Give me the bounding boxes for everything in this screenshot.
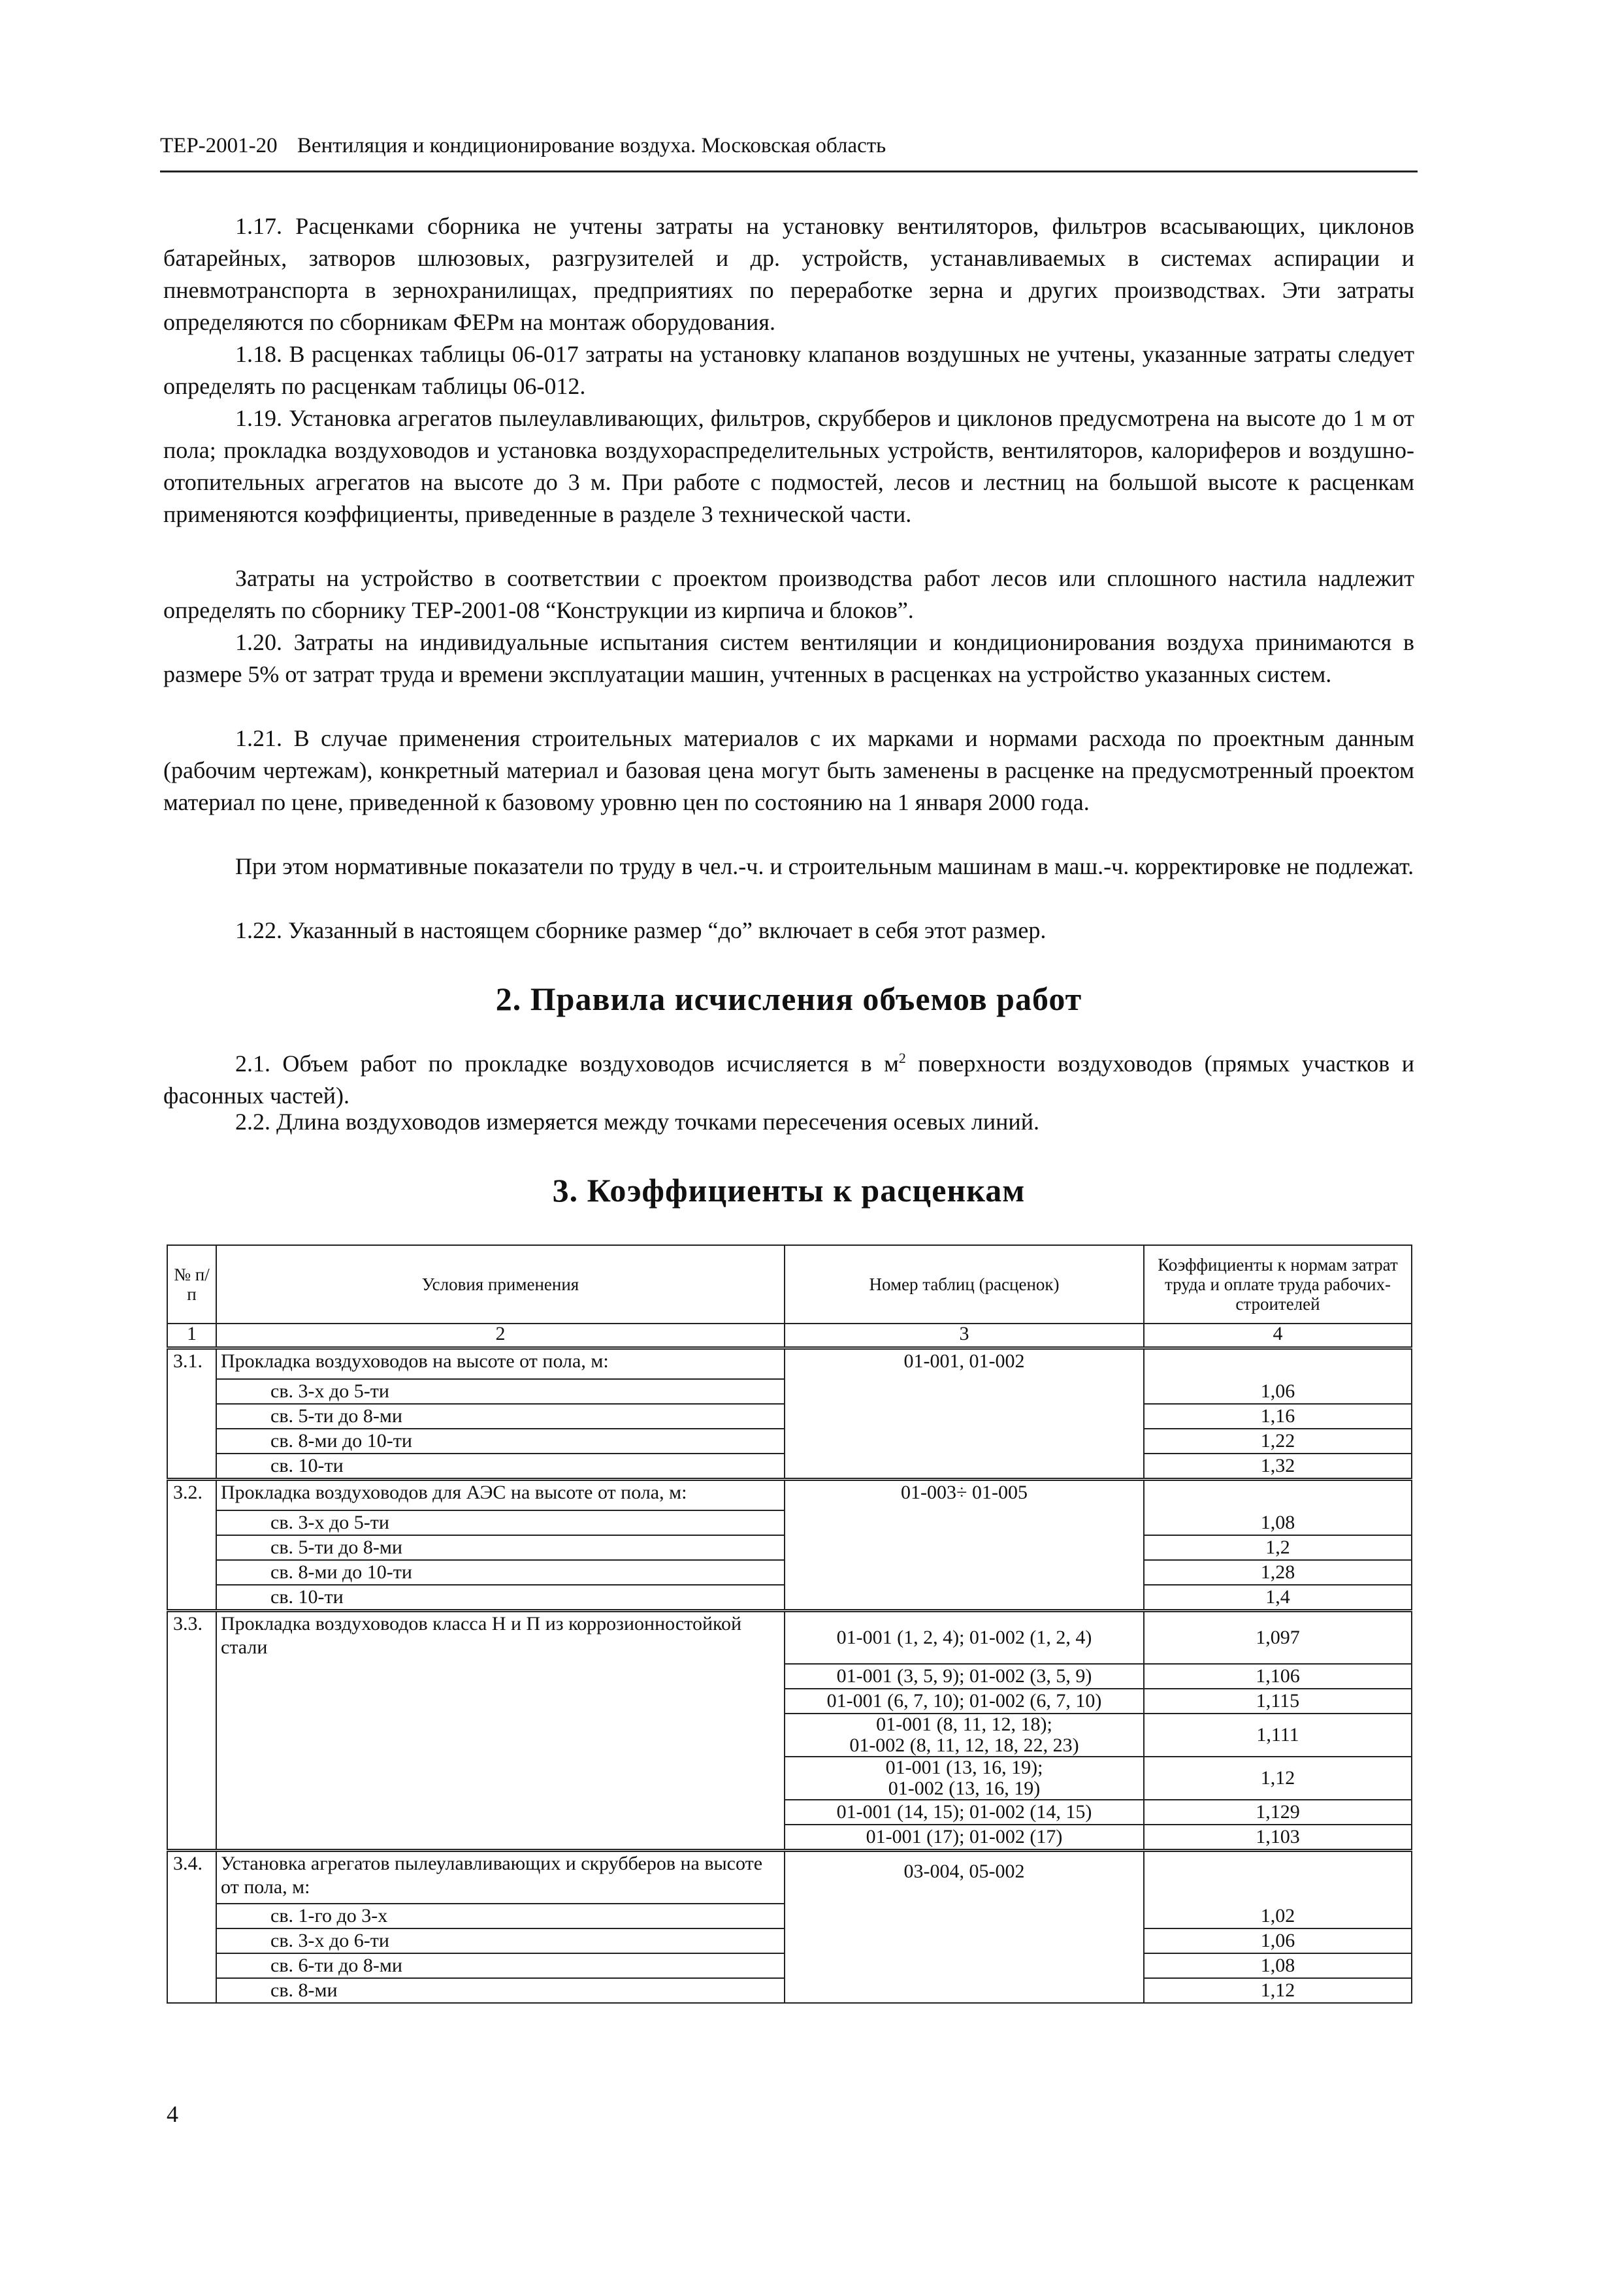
paragraph-2-1-text: 2.1. Объем работ по прокладке воздуховодов исчисляется в м xyxy=(235,1050,899,1077)
coefficient-value: 1,06 xyxy=(1144,1928,1412,1953)
sub-condition: св. 3-х до 5-ти xyxy=(216,1510,785,1535)
coefficient-value: 1,12 xyxy=(1144,1757,1412,1800)
row-coefficient-empty xyxy=(1144,1851,1412,1904)
table-row xyxy=(167,1611,1412,1665)
document-code: ТЕР-2001-20 xyxy=(160,134,278,157)
paragraph-1-22: 1.22. Указанный в настоящем сборнике размер “до” включает в себя этот размер. xyxy=(235,917,1047,943)
coefficient-value: 1,06 xyxy=(1144,1379,1412,1404)
coefficient-value: 1,32 xyxy=(1144,1454,1412,1480)
sub-condition: св. 1-го до 3-х xyxy=(216,1904,785,1928)
paragraph-1-21-note: При этом нормативные показатели по труду в чел.-ч. и строительным машинам в маш.-ч. корректировке не подлежат. xyxy=(235,853,1414,879)
coefficient-value: 1,115 xyxy=(1144,1689,1412,1714)
coefficient-value: 1,4 xyxy=(1144,1585,1412,1611)
paragraph-1-18: 1.18. В расценках таблицы 06-017 затраты на установку клапанов воздушных не учтены, указанные затраты следует определять по расценкам таблицы 06-012. xyxy=(163,341,1414,399)
sub-condition: св. 10-ти xyxy=(216,1454,785,1480)
row-table-numbers: 01-001, 01-002 xyxy=(785,1348,1144,1480)
paragraph-1-17: 1.17. Расценками сборника не учтены затраты на установку вентиляторов, фильтров всасывающих, циклонов батарейных, затворов шлюзовых, разгрузителей и др. устройств, устанавливаемых в системах аспирации и пневмотранспорта в зернохранилищах, предприятиях по переработке зерна и других производствах. Эти затраты определяются по сборникам ФЕРм на монтаж оборудования. xyxy=(163,213,1414,335)
sub-condition: св. 8-ми до 10-ти xyxy=(216,1560,785,1585)
coefficient-value: 1,2 xyxy=(1144,1535,1412,1560)
row-table-numbers: 01-001 (17); 01-002 (17) xyxy=(785,1825,1144,1851)
row-condition: Прокладка воздуховодов для АЭС на высоте от пола, м: xyxy=(216,1480,785,1511)
coefficient-value: 1,106 xyxy=(1144,1664,1412,1689)
row-table-numbers: 01-001 (3, 5, 9); 01-002 (3, 5, 9) xyxy=(785,1664,1144,1689)
paragraph-2-1-text-end: поверхности воздуховодов (прямых участков и фасонных частей). xyxy=(163,1050,1415,1109)
column-number-row xyxy=(167,1324,1412,1348)
row-coefficient-empty xyxy=(1144,1480,1412,1511)
sub-condition: св. 3-х до 5-ти xyxy=(216,1379,785,1404)
row-condition: Установка агрегатов пылеулавливающих и скрубберов на высоте от пола, м: xyxy=(216,1851,785,1904)
coefficient-value: 1,02 xyxy=(1144,1904,1412,1928)
sub-condition: св. 8-ми xyxy=(216,1978,785,2003)
coefficient-value: 1,08 xyxy=(1144,1953,1412,1978)
row-table-numbers xyxy=(785,1757,1144,1800)
table-header-row xyxy=(167,1245,1412,1324)
coefficient-value: 1,12 xyxy=(1144,1978,1412,2003)
row-number: 3.4. xyxy=(167,1851,216,2004)
row-condition: Прокладка воздуховодов класса Н и П из коррозионностойкой стали xyxy=(216,1611,785,1851)
coefficient-value: 1,129 xyxy=(1144,1800,1412,1825)
sub-condition: св. 10-ти xyxy=(216,1585,785,1611)
header-conditions: Условия применения xyxy=(216,1245,785,1324)
section-3-title: 3. Коэффициенты к расценкам xyxy=(552,1172,1026,1209)
squared-superscript: 2 xyxy=(898,1050,906,1066)
table-row xyxy=(167,1480,1412,1511)
paragraph-2-2: 2.2. Длина воздуховодов измеряется между точками пересечения осевых линий. xyxy=(235,1109,1039,1135)
row-table-numbers: 01-001 (6, 7, 10); 01-002 (6, 7, 10) xyxy=(785,1689,1144,1714)
column-number: 1 xyxy=(167,1324,216,1348)
table-numbers-line: 01-002 (13, 16, 19) xyxy=(888,1778,1041,1799)
coefficient-value: 1,22 xyxy=(1144,1429,1412,1454)
running-header xyxy=(160,134,1418,172)
table-row xyxy=(167,1348,1412,1380)
header-table-numbers: Номер таблиц (расценок) xyxy=(785,1245,1144,1324)
coefficient-value: 1,08 xyxy=(1144,1510,1412,1535)
column-number: 2 xyxy=(216,1324,785,1348)
coefficient-value: 1,097 xyxy=(1144,1611,1412,1665)
sub-condition: св. 8-ми до 10-ти xyxy=(216,1429,785,1454)
paragraph-2-1 xyxy=(163,1042,1414,1112)
coefficient-value: 1,16 xyxy=(1144,1404,1412,1429)
row-number: 3.2. xyxy=(167,1480,216,1611)
paragraph-1-20: 1.20. Затраты на индивидуальные испытания систем вентиляции и кондиционирования воздуха принимаются в размере 5% от затрат труда и времени эксплуатации машин, учтенных в расценках на устройство указанных систем. xyxy=(163,629,1414,687)
coefficient-value: 1,111 xyxy=(1144,1714,1412,1757)
section-2-title: 2. Правила исчисления объемов работ xyxy=(495,981,1082,1017)
row-table-numbers: 03-004, 05-002 xyxy=(785,1851,1144,2004)
coefficient-value: 1,103 xyxy=(1144,1825,1412,1851)
sub-condition: св. 3-х до 6-ти xyxy=(216,1928,785,1953)
table-numbers-line: 01-002 (8, 11, 12, 18, 22, 23) xyxy=(849,1734,1079,1756)
sub-condition: св. 5-ти до 8-ми xyxy=(216,1404,785,1429)
column-number: 3 xyxy=(785,1324,1144,1348)
table-numbers-line: 01-001 (13, 16, 19); xyxy=(885,1757,1043,1778)
header-number: № п/п xyxy=(167,1245,216,1324)
paragraph-1-19: 1.19. Установка агрегатов пылеулавливающих, фильтров, скрубберов и циклонов предусмотрена на высоте до 1 м от пола; прокладка воздуховодов и установка воздухораспределительных устройств, вентиляторов, калориферов и воздушно-отопительных агрегатов на высоте до 3 м. При работе с подмостей, лесов и лестниц на большой высоте к расценкам применяются коэффициенты, приведенные в разделе 3 технической части. xyxy=(163,405,1414,527)
sub-condition: св. 5-ти до 8-ми xyxy=(216,1535,785,1560)
table-row xyxy=(167,1851,1412,1904)
coefficients-table xyxy=(167,1244,1412,2004)
row-number: 3.1. xyxy=(167,1348,216,1480)
row-table-numbers xyxy=(785,1714,1144,1757)
column-number: 4 xyxy=(1144,1324,1412,1348)
page-number: 4 xyxy=(167,2101,178,2127)
row-condition: Прокладка воздуховодов на высоте от пола, м: xyxy=(216,1348,785,1380)
paragraph-1-19-scaffolding: Затраты на устройство в соответствии с проектом производства работ лесов или сплошного настила надлежит определять по сборнику ТЕР-2001-08 “Конструкции из кирпича и блоков”. xyxy=(163,565,1414,623)
sub-condition: св. 6-ти до 8-ми xyxy=(216,1953,785,1978)
table-numbers-line: 01-001 (8, 11, 12, 18); xyxy=(876,1714,1052,1735)
row-table-numbers: 01-003÷ 01-005 xyxy=(785,1480,1144,1611)
document-title: Вентиляция и кондиционирование воздуха. Московская область xyxy=(297,134,886,157)
row-table-numbers: 01-001 (14, 15); 01-002 (14, 15) xyxy=(785,1800,1144,1825)
row-number: 3.3. xyxy=(167,1611,216,1851)
paragraph-1-21: 1.21. В случае применения строительных материалов с их марками и нормами расхода по проектным данным (рабочим чертежам), конкретный материал и базовая цена могут быть заменены в расценке на предусмотренный проектом материал по цене, приведенной к базовому уровню цен по состоянию на 1 января 2000 года. xyxy=(163,725,1414,815)
row-coefficient-empty xyxy=(1144,1348,1412,1380)
header-coefficients: Коэффициенты к нормам затрат труда и оплате труда рабочих-строителей xyxy=(1144,1245,1412,1324)
row-table-numbers: 01-001 (1, 2, 4); 01-002 (1, 2, 4) xyxy=(785,1611,1144,1665)
coefficient-value: 1,28 xyxy=(1144,1560,1412,1585)
